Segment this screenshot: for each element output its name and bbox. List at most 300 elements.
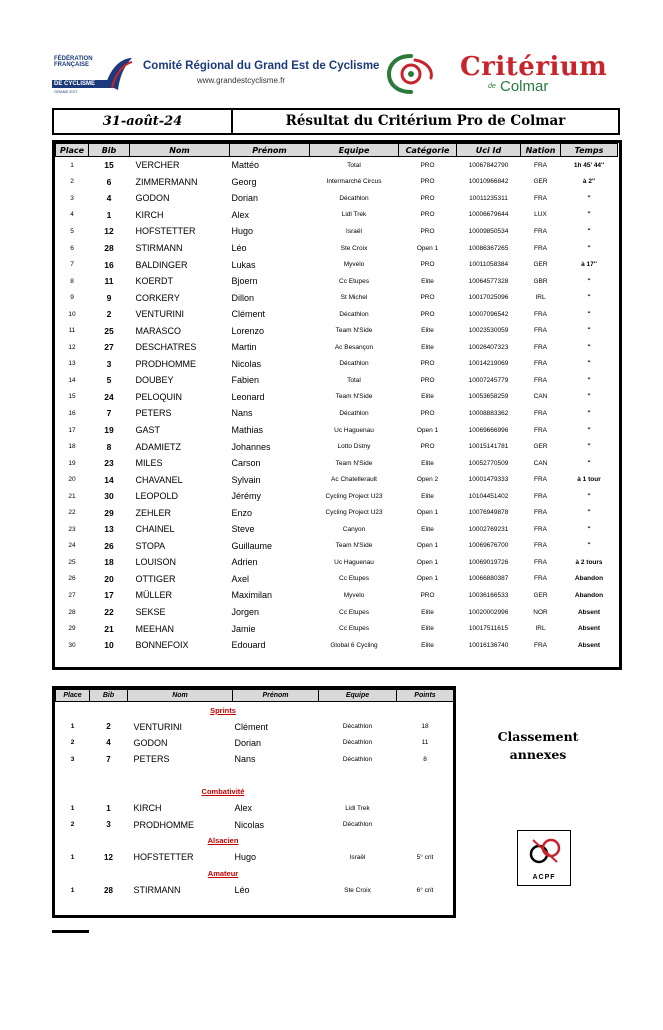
cell-categorie: PRO — [420, 161, 435, 169]
cell-nation: FRA — [534, 343, 547, 351]
cell-equipe: Cycling Project U23 — [325, 492, 383, 500]
cell-nation: CAN — [533, 459, 548, 467]
cell-nation: GER — [533, 591, 548, 599]
cell-equipe: Cycling Project U23 — [325, 509, 383, 517]
section-title: Sprints — [210, 705, 236, 715]
annex-cell-prenom: Clément — [234, 721, 269, 732]
cell-prenom: Enzo — [231, 507, 253, 518]
annex-col-place: Place — [56, 690, 90, 702]
annex-cell-prenom: Alex — [234, 803, 253, 814]
cell-prenom: Nicolas — [231, 358, 262, 369]
cell-nation: GER — [533, 261, 548, 269]
cell-equipe: Lidl Trek — [341, 211, 367, 219]
table-row — [56, 587, 618, 604]
table-row — [56, 157, 618, 174]
cell-bib: 25 — [104, 325, 114, 336]
table-row — [56, 571, 618, 588]
cell-nation: FRA — [534, 558, 547, 566]
cell-nom: CHAINEL — [135, 524, 175, 535]
cell-bib: 29 — [104, 507, 114, 518]
annex-cell-points: 18 — [421, 723, 429, 731]
cell-equipe: Ste Croix — [340, 244, 368, 252]
cell-nom: VENTURINI — [135, 309, 185, 320]
cell-bib: 20 — [104, 573, 114, 584]
cell-categorie: Elite — [421, 343, 434, 351]
cell-nom: HOFSTETTER — [135, 226, 196, 237]
cell-temps: " — [587, 327, 591, 335]
section-title: Amateur — [207, 869, 239, 879]
annex-cell-place: 2 — [70, 821, 75, 829]
annex-cell-bib: 12 — [104, 852, 113, 862]
cell-temps: " — [587, 277, 591, 285]
table-row — [56, 538, 618, 555]
cell-bib: 1 — [106, 209, 112, 220]
cell-place: 6 — [70, 244, 74, 252]
annex-cell-points: 6° crit — [416, 886, 434, 894]
cell-prenom: Leonard — [231, 391, 265, 402]
cell-prenom: Clément — [231, 309, 266, 320]
cell-nom: ADAMIETZ — [135, 441, 182, 452]
cell-categorie: Elite — [421, 327, 434, 335]
classement-annexes-label: Classement annexes — [497, 729, 579, 762]
cell-nom: STIRMANN — [135, 243, 183, 253]
cell-nom: PETERS — [135, 408, 172, 419]
annex-cell-equipe: Ste Croix — [344, 886, 371, 894]
cell-bib: 23 — [104, 458, 114, 469]
cell-place: 20 — [68, 476, 76, 484]
cell-prenom: Steve — [231, 524, 255, 535]
cell-bib: 13 — [104, 524, 114, 535]
cell-equipe: Décathlon — [339, 409, 369, 417]
cell-equipe: Total — [347, 161, 361, 169]
cell-prenom: Georg — [231, 176, 257, 187]
cell-place: 29 — [68, 625, 76, 633]
cell-place: 22 — [68, 509, 76, 517]
ffc-logo-text: FÉDÉRATION FRANÇAISE — [54, 56, 93, 69]
table-row — [56, 637, 618, 654]
cell-nation: FRA — [534, 575, 547, 583]
cell-equipe: Ac Besançon — [334, 343, 374, 351]
cell-uci: 10007245779 — [468, 376, 509, 384]
cell-nation: FRA — [534, 244, 547, 252]
cell-categorie: PRO — [420, 211, 435, 219]
cell-uci: 10016136740 — [468, 641, 509, 649]
annex-cell-points: 11 — [421, 739, 429, 747]
annex-cell-place: 2 — [70, 739, 75, 747]
cell-place: 15 — [68, 393, 76, 401]
cell-categorie: Open 1 — [416, 426, 439, 434]
cell-uci: 10001479333 — [468, 476, 509, 484]
cell-categorie: PRO — [420, 261, 435, 269]
annex-cell-equipe: Décathlon — [342, 739, 373, 747]
annex-cell-points: 8 — [423, 755, 427, 763]
cell-categorie: Open 2 — [416, 476, 439, 484]
cell-categorie: Open 1 — [416, 244, 439, 252]
cell-temps: " — [587, 459, 591, 467]
acpf-label: ACPF — [532, 874, 556, 881]
cell-categorie: Elite — [421, 393, 434, 401]
cell-uci: 10086367265 — [468, 244, 509, 252]
cell-equipe: Décathlon — [339, 360, 369, 368]
section-pad — [319, 866, 454, 882]
cell-prenom: Johannes — [231, 441, 271, 452]
annex-cell-place: 1 — [70, 804, 75, 812]
table-row — [56, 240, 618, 257]
cell-place: 3 — [70, 194, 74, 202]
annex-col-equipe: Equipe — [319, 690, 397, 702]
cell-temps: " — [587, 542, 591, 550]
cell-temps: " — [587, 211, 591, 219]
cell-temps: " — [587, 227, 591, 235]
cell-bib: 11 — [104, 276, 114, 287]
cell-nom: OTTIGER — [135, 573, 176, 584]
cell-bib: 21 — [104, 623, 114, 634]
cell-nation: CAN — [533, 393, 548, 401]
cell-bib: 16 — [104, 259, 114, 270]
cell-place: 4 — [70, 211, 74, 219]
cell-equipe: Team N'Side — [335, 393, 373, 401]
cell-nom: GAST — [135, 425, 161, 436]
cell-place: 24 — [68, 542, 76, 550]
cell-nation: IRL — [535, 294, 546, 302]
page-title: Résultat du Critérium Pro de Colmar — [285, 113, 566, 129]
cell-uci: 10017025096 — [468, 294, 509, 302]
section-pad — [56, 702, 128, 719]
cell-equipe: Cc Etupes — [339, 625, 369, 633]
annex-header-row — [56, 690, 454, 702]
cell-temps: Absent — [577, 625, 601, 633]
cell-equipe: Décathlon — [339, 310, 369, 318]
annex-col-points: Points — [397, 690, 454, 702]
annex-cell-nom: KIRCH — [133, 803, 162, 814]
annex-cell-equipe: Décathlon — [342, 755, 373, 763]
cell-temps: " — [587, 376, 591, 384]
acpf-logo — [517, 830, 571, 886]
cell-bib: 3 — [106, 358, 112, 369]
cell-nom: PELOQUIN — [135, 391, 183, 402]
section-pad — [56, 784, 128, 800]
annex-col-nom: Nom — [128, 690, 233, 702]
cell-prenom: Mattéo — [231, 160, 260, 171]
col-prenom: Prénom — [230, 144, 310, 157]
annex-cell-equipe: Décathlon — [342, 723, 373, 731]
cell-bib: 5 — [106, 375, 112, 386]
cell-bib: 19 — [104, 425, 114, 436]
annex-cell-bib: 1 — [106, 803, 111, 813]
cell-uci: 10036166533 — [468, 591, 509, 599]
cell-uci: 10017511615 — [468, 625, 509, 633]
cell-equipe: Cc Etupes — [339, 608, 369, 616]
cell-place: 19 — [68, 459, 76, 467]
table-row — [56, 306, 618, 323]
cell-equipe: Global 6 Cycling — [330, 641, 378, 649]
annex-cell-place: 3 — [70, 755, 75, 763]
cell-prenom: Nans — [231, 408, 253, 419]
cell-prenom: Martin — [231, 342, 257, 353]
cell-uci: 10066880387 — [468, 575, 509, 583]
section-row — [56, 833, 454, 849]
cell-temps: à 2'' — [582, 178, 596, 186]
ffc-logo-band: DE CYCLISME — [52, 80, 116, 88]
annex-cell-equipe: Lidl Trek — [345, 804, 370, 812]
cell-temps: 1h 45' 44'' — [573, 161, 605, 169]
annex-cell-prenom: Nans — [234, 754, 256, 765]
cell-nation: IRL — [535, 625, 546, 633]
cell-uci: 10067842790 — [468, 161, 509, 169]
section-row — [56, 866, 454, 882]
cell-nation: GER — [533, 178, 548, 186]
cell-prenom: Sylvain — [231, 474, 261, 485]
acpf-emblem-icon — [527, 836, 563, 866]
cell-place: 8 — [70, 277, 74, 285]
cell-categorie: PRO — [420, 227, 435, 235]
cell-equipe: Myvelo — [343, 591, 365, 599]
table-row — [56, 339, 618, 356]
cell-uci: 10014219069 — [468, 360, 509, 368]
cell-place: 18 — [68, 443, 76, 451]
cell-equipe: Cc Etupes — [339, 575, 369, 583]
cell-nation: FRA — [534, 376, 547, 384]
cell-nom: CHAVANEL — [135, 474, 183, 485]
cell-uci: 10052770509 — [468, 459, 509, 467]
title-box — [52, 108, 620, 135]
table-row — [56, 389, 618, 406]
table-row — [56, 455, 618, 472]
cell-temps: " — [587, 509, 591, 517]
cell-nom: ZIMMERMANN — [135, 176, 198, 187]
cell-bib: 24 — [104, 391, 114, 402]
cell-nation: FRA — [534, 360, 547, 368]
cell-nation: FRA — [534, 310, 547, 318]
cell-temps: " — [587, 294, 591, 302]
cell-bib: 10 — [104, 640, 114, 651]
cell-uci: 10064577328 — [468, 277, 509, 285]
cell-nom: STOPA — [135, 540, 166, 551]
cell-prenom: Fabien — [231, 375, 260, 386]
cell-nation: GER — [533, 443, 548, 451]
cell-place: 12 — [68, 343, 76, 351]
cell-equipe: Myvelo — [343, 261, 365, 269]
section-pad — [319, 702, 454, 719]
cell-nom: LEOPOLD — [135, 491, 179, 502]
annex-row — [56, 816, 454, 832]
cell-nation: FRA — [534, 476, 547, 484]
col-temps: Temps — [561, 144, 618, 157]
cell-temps: à 1 tour — [577, 476, 601, 484]
cell-equipe: Lotto Dstny — [337, 443, 371, 451]
annex-row — [56, 735, 454, 751]
table-row — [56, 604, 618, 621]
annex-cell-equipe: Décathlon — [342, 821, 373, 829]
table-row — [56, 322, 618, 339]
cell-uci: 10069666996 — [468, 426, 509, 434]
section-title: Alsacien — [207, 836, 239, 846]
cell-uci: 10020002996 — [468, 608, 509, 616]
results-table — [55, 143, 618, 653]
cell-temps: " — [587, 244, 591, 252]
cell-nation: FRA — [534, 409, 547, 417]
cell-bib: 14 — [104, 474, 114, 485]
table-row — [56, 554, 618, 571]
cell-prenom: Guillaume — [231, 540, 273, 551]
cell-uci: 10069019726 — [468, 558, 509, 566]
table-row — [56, 356, 618, 373]
cell-categorie: PRO — [420, 409, 435, 417]
cell-categorie: Elite — [421, 608, 434, 616]
table-row — [56, 207, 618, 224]
cell-temps: Absent — [577, 608, 601, 616]
section-title: Combativité — [201, 787, 245, 797]
table-row — [56, 471, 618, 488]
cell-prenom: Dorian — [231, 193, 259, 204]
cell-prenom: Axel — [231, 573, 250, 584]
cell-nation: FRA — [534, 492, 547, 500]
cell-prenom: Jamie — [231, 623, 256, 634]
cell-prenom: Léo — [231, 243, 247, 253]
cell-prenom: Hugo — [231, 226, 254, 237]
cell-bib: 18 — [104, 557, 114, 568]
cell-equipe: Uc Haguenau — [334, 558, 374, 566]
table-row — [56, 521, 618, 538]
cell-bib: 28 — [104, 243, 114, 253]
annex-cell-place: 1 — [70, 723, 75, 731]
cell-temps: Absent — [577, 641, 601, 649]
cell-temps: " — [587, 443, 591, 451]
cell-temps: " — [587, 360, 591, 368]
cell-equipe: Team N'Side — [335, 327, 373, 335]
committee-url[interactable]: www.grandestcyclisme.fr — [197, 76, 286, 85]
cell-place: 30 — [68, 641, 76, 649]
annex-cell-place: 1 — [70, 853, 75, 861]
annex-cell-prenom: Nicolas — [234, 819, 265, 830]
annex-cell-nom: GODON — [133, 737, 168, 748]
cell-temps: " — [587, 426, 591, 434]
cell-temps: " — [587, 194, 591, 202]
cell-uci: 10015141781 — [468, 443, 509, 451]
cell-equipe: Ac Chatellerault — [331, 476, 377, 484]
cell-temps: " — [587, 492, 591, 500]
cell-uci: 10069676700 — [468, 542, 509, 550]
cell-equipe: Team N'Side — [335, 459, 373, 467]
cell-nom: DOUBEY — [135, 375, 174, 386]
cell-equipe: Canyon — [342, 525, 366, 533]
cell-bib: 9 — [106, 292, 112, 303]
section-pad — [56, 866, 128, 882]
annex-cell-bib: 7 — [106, 754, 111, 764]
cell-nom: GODON — [135, 193, 170, 204]
cell-categorie: PRO — [420, 310, 435, 318]
cell-categorie: Elite — [421, 625, 434, 633]
cell-place: 1 — [70, 161, 74, 169]
cell-prenom: Mathias — [231, 425, 264, 436]
criterium-city: Colmar — [500, 78, 549, 95]
cell-bib: 22 — [104, 607, 114, 618]
annex-cell-nom: HOFSTETTER — [133, 852, 194, 863]
cell-temps: " — [587, 310, 591, 318]
cell-place: 7 — [70, 261, 74, 269]
cell-bib: 6 — [106, 176, 112, 187]
cell-place: 26 — [68, 575, 76, 583]
cell-prenom: Bjoern — [231, 276, 258, 287]
annex-cell-points — [397, 800, 454, 816]
annex-row — [56, 849, 454, 865]
annex-cell-points: 5° crit — [416, 853, 434, 861]
cell-bib: 17 — [104, 590, 114, 601]
cell-uci: 10009850534 — [468, 227, 509, 235]
cell-nom: PRODHOMME — [135, 358, 196, 369]
cell-place: 23 — [68, 525, 76, 533]
cell-nom: KOERDT — [135, 276, 174, 287]
table-row — [56, 223, 618, 240]
cell-temps: " — [587, 409, 591, 417]
criterium-de: de — [488, 83, 496, 90]
table-row — [56, 488, 618, 505]
table-row — [56, 372, 618, 389]
cell-nation: FRA — [534, 227, 547, 235]
cell-bib: 2 — [106, 309, 112, 320]
cell-uci: 10006679644 — [468, 211, 509, 219]
cell-categorie: PRO — [420, 294, 435, 302]
cell-place: 9 — [70, 294, 74, 302]
annex-row — [56, 751, 454, 767]
table-row — [56, 174, 618, 191]
cell-place: 2 — [70, 178, 74, 186]
col-equipe: Equipe — [310, 144, 399, 157]
cell-uci: 10008883362 — [468, 409, 509, 417]
cell-bib: 12 — [104, 226, 114, 237]
cell-categorie: Open 1 — [416, 542, 439, 550]
cell-equipe: Total — [347, 376, 361, 384]
cell-uci: 10010966842 — [468, 178, 509, 186]
spacer-row — [56, 768, 454, 784]
annex-col-bib: Bib — [90, 690, 128, 702]
cell-nom: CORKERY — [135, 292, 180, 303]
col-uci-id: Uci Id — [457, 144, 521, 157]
cell-place: 13 — [68, 360, 76, 368]
table-row — [56, 289, 618, 306]
cell-uci: 10002769231 — [468, 525, 509, 533]
cell-categorie: Elite — [421, 277, 434, 285]
annex-row — [56, 882, 454, 898]
cell-place: 25 — [68, 558, 76, 566]
annex-cell-points — [397, 816, 454, 832]
committee-name: Comité Régional du Grand Est de Cyclisme — [143, 60, 380, 72]
criterium-title: Critérium — [460, 52, 608, 82]
ffc-swoosh-icon — [102, 54, 134, 94]
cell-categorie: PRO — [420, 376, 435, 384]
cell-categorie: PRO — [420, 443, 435, 451]
section-pad — [56, 833, 128, 849]
cell-bib: 4 — [106, 193, 112, 204]
criterium-logo-icon — [385, 52, 437, 96]
cell-categorie: Elite — [421, 459, 434, 467]
cell-prenom: Lukas — [231, 259, 256, 270]
annex-cell-nom: STIRMANN — [133, 885, 181, 896]
cell-equipe: St Michel — [340, 294, 368, 302]
cell-equipe: Décathlon — [339, 194, 369, 202]
annex-row — [56, 718, 454, 734]
cell-bib: 26 — [104, 540, 114, 551]
cell-nation: FRA — [534, 327, 547, 335]
cell-prenom: Dillon — [231, 292, 255, 303]
annex-cell-bib: 2 — [106, 722, 111, 732]
table-row — [56, 620, 618, 637]
cell-prenom: Maximilan — [231, 590, 273, 601]
results-header-row — [56, 144, 618, 157]
cell-nation: FRA — [534, 509, 547, 517]
cell-uci: 10026407323 — [468, 343, 509, 351]
cell-categorie: PRO — [420, 178, 435, 186]
